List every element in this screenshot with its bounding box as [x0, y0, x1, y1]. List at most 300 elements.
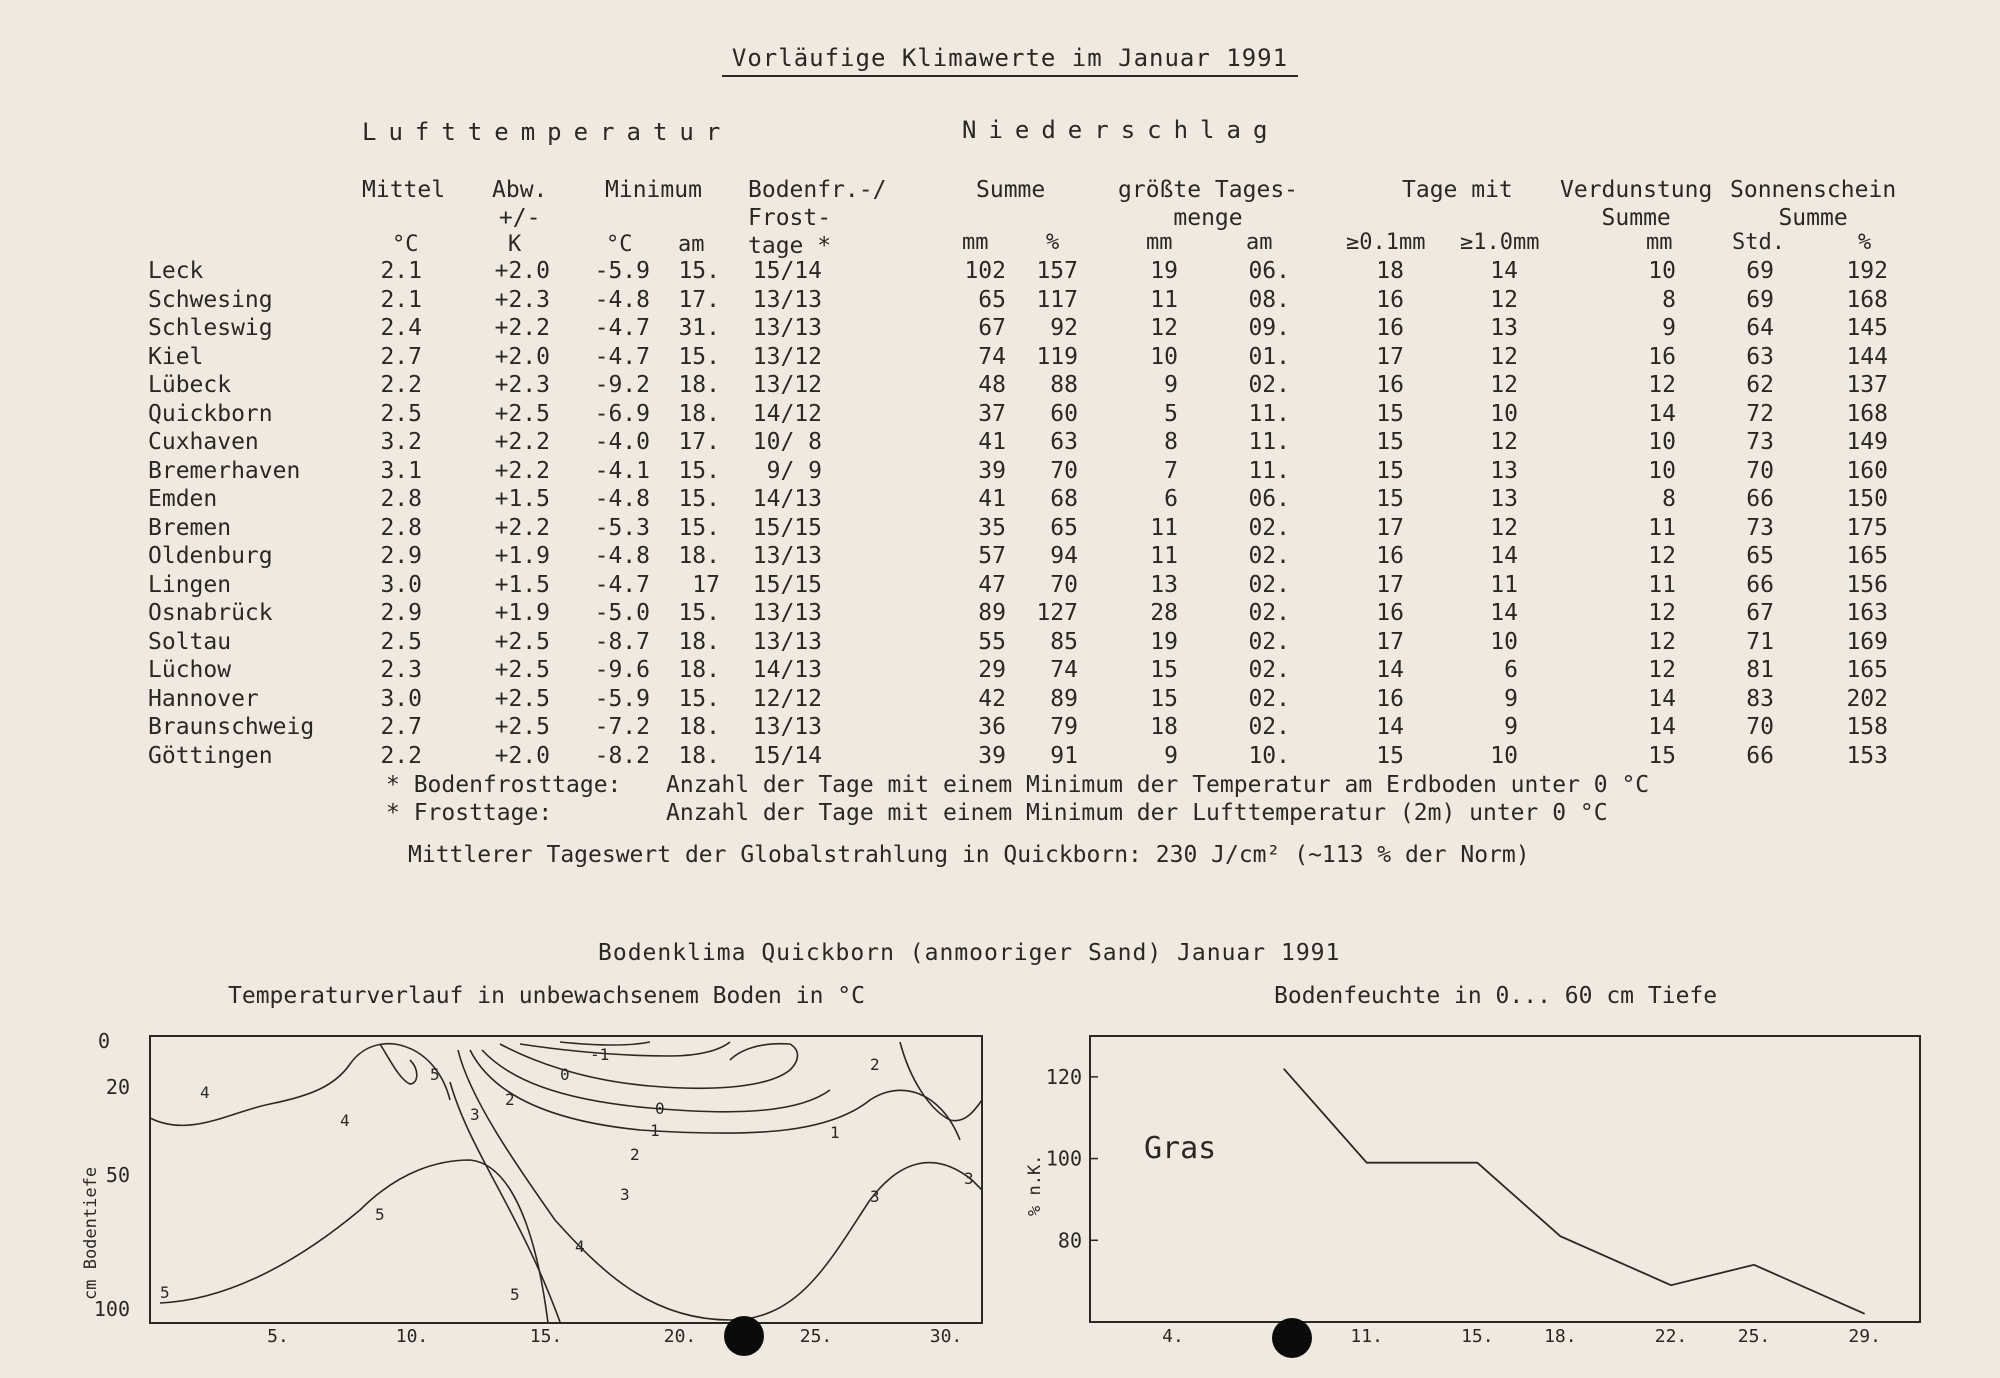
cell-sun_pct: 163 — [1846, 600, 1888, 626]
y-axis-label: cm Bodentiefe — [81, 1166, 101, 1300]
unit-min-c: °C — [606, 232, 633, 257]
cell-max_am: 11. — [1248, 457, 1290, 484]
cell-d10: 10 — [1490, 400, 1518, 427]
cell-evap: 15 — [1648, 742, 1676, 769]
cell-min_am: 17. — [678, 429, 720, 455]
cell-sum_mm: 42 — [978, 685, 1006, 712]
cell-max_am: 02. — [1248, 571, 1290, 598]
cell-sum_mm: 37 — [978, 400, 1006, 427]
cell-mittel: 3.2 — [380, 429, 422, 455]
cell-max_am: 06. — [1248, 486, 1290, 512]
contour-label: 2 — [870, 1055, 880, 1074]
cell-max_am: 02. — [1248, 657, 1290, 683]
header-minimum: Minimum — [605, 177, 702, 203]
cell-station: Oldenburg — [148, 543, 273, 569]
cell-max_am: 02. — [1248, 628, 1290, 655]
contour-lines — [150, 1042, 982, 1323]
cell-min: -4.7 — [594, 343, 650, 370]
cell-mittel: 2.5 — [380, 400, 422, 427]
table-row — [0, 258, 2000, 286]
cell-max_mm: 19 — [1150, 258, 1178, 284]
section-air-temperature: Lufttemperatur — [362, 118, 733, 146]
contour-line-4-top — [150, 1044, 450, 1126]
cell-sum_mm: 41 — [978, 429, 1006, 455]
cell-sum_pct: 157 — [1036, 258, 1078, 284]
cell-abw: +2.3 — [494, 372, 550, 398]
cell-min: -8.2 — [594, 742, 650, 769]
cell-evap: 8 — [1662, 286, 1676, 313]
cell-min_am: 18. — [678, 400, 720, 427]
cell-max_mm: 5 — [1164, 400, 1178, 427]
cell-sun_pct: 144 — [1846, 343, 1888, 370]
cell-sum_pct: 70 — [1050, 457, 1078, 484]
y-tick-label: 80 — [1057, 1228, 1082, 1253]
cell-evap: 12 — [1648, 600, 1676, 626]
cell-d01: 16 — [1376, 685, 1404, 712]
unit-days-10: ≥1.0mm — [1460, 230, 1540, 255]
cell-frost: 15/14 — [752, 742, 822, 769]
cell-d01: 15 — [1376, 429, 1404, 455]
table-row — [0, 515, 2000, 543]
unit-sum-mm: mm — [962, 230, 989, 255]
cell-sum_pct: 92 — [1050, 315, 1078, 341]
cell-d01: 15 — [1376, 457, 1404, 484]
cell-min: -5.9 — [594, 685, 650, 712]
cell-d10: 13 — [1490, 486, 1518, 512]
cell-station: Cuxhaven — [148, 429, 259, 455]
cell-sum_mm: 35 — [978, 514, 1006, 541]
cell-d01: 16 — [1376, 543, 1404, 569]
cell-abw: +2.5 — [494, 400, 550, 427]
cell-min_am: 18. — [678, 714, 720, 740]
cell-sun_h: 66 — [1746, 486, 1774, 512]
cell-evap: 10 — [1648, 457, 1676, 484]
cell-min_am: 15. — [678, 486, 720, 512]
cell-evap: 9 — [1662, 315, 1676, 341]
cell-sun_pct: 137 — [1846, 372, 1888, 398]
table-row — [0, 315, 2000, 343]
cell-evap: 12 — [1648, 657, 1676, 683]
punch-hole — [724, 1316, 764, 1356]
cell-abw: +2.0 — [494, 258, 550, 284]
table-row — [0, 344, 2000, 372]
cell-d10: 12 — [1490, 286, 1518, 313]
cell-min: -4.8 — [594, 286, 650, 313]
cell-sum_pct: 63 — [1050, 429, 1078, 455]
cell-abw: +1.9 — [494, 543, 550, 569]
cell-d10: 6 — [1504, 657, 1518, 683]
cell-min_am: 18. — [678, 657, 720, 683]
cell-min_am: 17. — [678, 286, 720, 313]
cell-min_am: 18. — [678, 628, 720, 655]
cell-station: Lüchow — [148, 657, 232, 683]
cell-sun_h: 69 — [1746, 286, 1774, 313]
cell-sun_h: 64 — [1746, 315, 1774, 341]
cell-min_am: 18. — [678, 372, 720, 398]
cell-max_am: 11. — [1248, 400, 1290, 427]
unit-sum-pct: % — [1046, 230, 1060, 255]
x-axis-ticks — [1162, 1326, 1881, 1347]
cell-sum_pct: 117 — [1036, 286, 1078, 313]
cell-sun_pct: 158 — [1846, 714, 1888, 740]
cell-max_mm: 12 — [1150, 315, 1178, 341]
cell-min: -4.8 — [594, 486, 650, 512]
series-label-gras: Gras — [1144, 1131, 1217, 1166]
cell-max_mm: 28 — [1150, 600, 1178, 626]
cell-min_am: 15. — [678, 457, 720, 484]
contour-line-4-deep — [450, 1082, 560, 1322]
x-tick-label: 25. — [799, 1326, 833, 1347]
cell-abw: +2.2 — [494, 429, 550, 455]
unit-sun-std: Std. — [1732, 230, 1785, 255]
contour-label: 1 — [650, 1121, 660, 1140]
x-tick-label: 11. — [1350, 1326, 1383, 1347]
header-sonnenschein: Sonnenschein Summe — [1730, 177, 1897, 231]
cell-d10: 12 — [1490, 429, 1518, 455]
cell-d01: 15 — [1376, 400, 1404, 427]
cell-frost: 13/13 — [752, 628, 822, 655]
table-row — [0, 429, 2000, 457]
cell-max_am: 02. — [1248, 543, 1290, 569]
cell-sum_pct: 74 — [1050, 657, 1078, 683]
cell-sum_mm: 29 — [978, 657, 1006, 683]
cell-evap: 12 — [1648, 543, 1676, 569]
cell-d01: 16 — [1376, 372, 1404, 398]
cell-evap: 11 — [1648, 514, 1676, 541]
cell-frost: 10/ 8 — [752, 429, 822, 455]
cell-d10: 12 — [1490, 514, 1518, 541]
cell-d01: 17 — [1376, 628, 1404, 655]
cell-frost: 14/12 — [752, 400, 822, 427]
cell-d10: 9 — [1504, 685, 1518, 712]
cell-min: -5.3 — [594, 514, 650, 541]
cell-sun_pct: 153 — [1846, 742, 1888, 769]
unit-days-01: ≥0.1mm — [1346, 230, 1426, 255]
cell-station: Bremerhaven — [148, 457, 301, 484]
cell-frost: 14/13 — [752, 657, 822, 683]
cell-sun_pct: 168 — [1846, 286, 1888, 313]
x-tick-label: 5. — [267, 1326, 289, 1347]
cell-frost: 13/13 — [752, 315, 822, 341]
cell-max_am: 11. — [1248, 429, 1290, 455]
cell-sum_mm: 65 — [978, 286, 1006, 313]
cell-mittel: 2.9 — [380, 543, 422, 569]
cell-d10: 10 — [1490, 628, 1518, 655]
table-row — [0, 657, 2000, 685]
cell-d01: 18 — [1376, 258, 1404, 284]
cell-d01: 15 — [1376, 486, 1404, 512]
cell-frost: 12/12 — [752, 685, 822, 712]
contour-label: 4 — [340, 1111, 350, 1130]
x-tick-label: 15. — [1461, 1326, 1494, 1347]
unit-max-mm: mm — [1146, 230, 1173, 255]
cell-station: Hannover — [148, 685, 259, 712]
soil-moisture-chart — [1000, 1020, 1960, 1370]
header-verdunstung: Verdunstung Summe — [1560, 177, 1713, 231]
contour-line-small-loop — [380, 1044, 417, 1084]
cell-min_am: 18. — [678, 543, 720, 569]
cell-abw: +2.0 — [494, 742, 550, 769]
x-tick-label: 15. — [529, 1326, 563, 1347]
contour-label: -1 — [590, 1045, 610, 1064]
cell-sun_pct: 192 — [1846, 258, 1888, 284]
cell-sum_pct: 88 — [1050, 372, 1078, 398]
cell-sum_pct: 65 — [1050, 514, 1078, 541]
cell-station: Göttingen — [148, 742, 273, 769]
table-row — [0, 458, 2000, 486]
cell-max_mm: 10 — [1150, 343, 1178, 370]
cell-sun_h: 62 — [1746, 372, 1774, 398]
cell-d01: 14 — [1376, 657, 1404, 683]
cell-max_am: 02. — [1248, 514, 1290, 541]
cell-abw: +2.5 — [494, 685, 550, 712]
cell-d01: 17 — [1376, 514, 1404, 541]
cell-frost: 13/12 — [752, 343, 822, 370]
cell-mittel: 2.5 — [380, 628, 422, 655]
cell-sum_pct: 127 — [1036, 600, 1078, 626]
cell-evap: 14 — [1648, 685, 1676, 712]
unit-mittel: °C — [392, 232, 419, 257]
cell-evap: 8 — [1662, 486, 1676, 512]
cell-mittel: 2.1 — [380, 286, 422, 313]
cell-station: Schwesing — [148, 286, 273, 313]
cell-sun_pct: 156 — [1846, 571, 1888, 598]
unit-sun-pct: % — [1858, 230, 1872, 255]
cell-mittel: 2.8 — [380, 514, 422, 541]
cell-sun_h: 73 — [1746, 514, 1774, 541]
y-axis-label: % n.K. — [1025, 1154, 1045, 1216]
cell-min: -8.7 — [594, 628, 650, 655]
unit-abw: K — [508, 232, 522, 257]
cell-frost: 13/13 — [752, 543, 822, 569]
cell-sum_mm: 89 — [978, 600, 1006, 626]
cell-frost: 13/13 — [752, 600, 822, 626]
unit-min-am: am — [678, 232, 705, 257]
cell-sun_h: 65 — [1746, 543, 1774, 569]
header-tage-mit: Tage mit — [1402, 177, 1513, 203]
cell-station: Leck — [148, 258, 204, 284]
contour-label: 5 — [375, 1205, 385, 1224]
cell-d01: 16 — [1376, 315, 1404, 341]
cell-max_am: 09. — [1248, 315, 1290, 341]
y-tick-label: 100 — [1045, 1146, 1082, 1171]
cell-max_mm: 15 — [1150, 685, 1178, 712]
cell-station: Emden — [148, 486, 218, 512]
cell-frost: 9/ 9 — [766, 457, 822, 484]
cell-sum_mm: 102 — [964, 258, 1006, 284]
cell-sun_pct: 160 — [1846, 457, 1888, 484]
cell-max_mm: 13 — [1150, 571, 1178, 598]
cell-d01: 17 — [1376, 343, 1404, 370]
header-abw: Abw. +/- — [492, 177, 548, 231]
cell-station: Lingen — [148, 571, 232, 598]
cell-sun_pct: 168 — [1846, 400, 1888, 427]
cell-d10: 12 — [1490, 372, 1518, 398]
cell-frost: 15/14 — [752, 258, 822, 284]
cell-max_mm: 9 — [1164, 372, 1178, 398]
footnote-bodenfrost-label: * Bodenfrosttage: — [386, 772, 622, 798]
contour-label: 3 — [964, 1169, 974, 1188]
contour-label: 5 — [160, 1283, 170, 1302]
cell-station: Quickborn — [148, 400, 273, 427]
cell-frost: 14/13 — [752, 486, 822, 512]
cell-sun_h: 63 — [1746, 343, 1774, 370]
cell-max_mm: 19 — [1150, 628, 1178, 655]
cell-max_am: 10. — [1248, 742, 1290, 769]
cell-min: -7.2 — [594, 714, 650, 740]
cell-sum_mm: 39 — [978, 742, 1006, 769]
cell-sun_pct: 150 — [1846, 486, 1888, 512]
y-tick-label: 120 — [1045, 1064, 1082, 1089]
footnote-frost-label: * Frosttage: — [386, 800, 553, 826]
cell-abw: +2.2 — [494, 514, 550, 541]
cell-min: -9.2 — [594, 372, 650, 398]
table-row — [0, 572, 2000, 600]
cell-mittel: 2.2 — [380, 372, 422, 398]
cell-mittel: 2.7 — [380, 343, 422, 370]
page-title: Vorläufige Klimawerte im Januar 1991 — [0, 44, 2000, 72]
cell-evap: 12 — [1648, 372, 1676, 398]
cell-d01: 16 — [1376, 286, 1404, 313]
cell-abw: +1.9 — [494, 600, 550, 626]
cell-sun_h: 71 — [1746, 628, 1774, 655]
cell-d01: 16 — [1376, 600, 1404, 626]
x-tick-label: 30. — [929, 1326, 963, 1347]
cell-d10: 10 — [1490, 742, 1518, 769]
cell-max_am: 08. — [1248, 286, 1290, 313]
cell-d01: 14 — [1376, 714, 1404, 740]
cell-min_am: 15. — [678, 685, 720, 712]
cell-max_am: 01. — [1248, 343, 1290, 370]
x-tick-label: 22. — [1654, 1326, 1688, 1347]
cell-sun_h: 72 — [1746, 400, 1774, 427]
cell-min_am: 31. — [678, 315, 720, 341]
soil-moisture-title: Bodenfeuchte in 0... 60 cm Tiefe — [1274, 983, 1718, 1009]
cell-abw: +2.2 — [494, 315, 550, 341]
unit-max-am: am — [1246, 230, 1273, 255]
cell-sum_pct: 70 — [1050, 571, 1078, 598]
cell-evap: 10 — [1648, 429, 1676, 455]
cell-d10: 14 — [1490, 600, 1518, 626]
header-summe: Summe — [976, 177, 1046, 203]
cell-frost: 13/12 — [752, 372, 822, 398]
cell-min: -4.1 — [594, 457, 650, 484]
cell-sun_h: 70 — [1746, 714, 1774, 740]
contour-label: 3 — [620, 1185, 630, 1204]
cell-mittel: 2.2 — [380, 742, 422, 769]
cell-min_am: 15. — [678, 514, 720, 541]
cell-station: Lübeck — [148, 372, 232, 398]
soil-temp-title: Temperaturverlauf in unbewachsenem Boden in °C — [228, 983, 865, 1009]
cell-min: -4.7 — [594, 315, 650, 341]
cell-sun_h: 81 — [1746, 657, 1774, 683]
y-tick-label: 0 — [97, 1029, 110, 1053]
cell-evap: 12 — [1648, 628, 1676, 655]
footnote-bodenfrost-text: Anzahl der Tage mit einem Minimum der Temperatur am Erdboden unter 0 °C — [666, 772, 1650, 798]
cell-mittel: 2.4 — [380, 315, 422, 341]
cell-min_am: 15. — [678, 258, 720, 284]
x-tick-label: 10. — [395, 1326, 429, 1347]
contour-label: 5 — [430, 1065, 440, 1084]
cell-max_am: 02. — [1248, 714, 1290, 740]
cell-sun_h: 70 — [1746, 457, 1774, 484]
y-tick-label: 50 — [105, 1163, 130, 1187]
cell-max_mm: 11 — [1150, 286, 1178, 313]
cell-sum_mm: 74 — [978, 343, 1006, 370]
cell-mittel: 2.7 — [380, 714, 422, 740]
cell-max_am: 02. — [1248, 372, 1290, 398]
cell-min: -5.9 — [594, 258, 650, 284]
cell-evap: 14 — [1648, 714, 1676, 740]
cell-evap: 11 — [1648, 571, 1676, 598]
cell-sum_mm: 41 — [978, 486, 1006, 512]
cell-frost: 15/15 — [752, 571, 822, 598]
table-row — [0, 600, 2000, 628]
cell-sum_mm: 57 — [978, 543, 1006, 569]
cell-evap: 16 — [1648, 343, 1676, 370]
header-groesste-tagesmenge: größte Tages- menge — [1118, 177, 1299, 231]
table-row — [0, 543, 2000, 571]
cell-mittel: 3.0 — [380, 571, 422, 598]
cell-max_am: 02. — [1248, 600, 1290, 626]
cell-max_am: 02. — [1248, 685, 1290, 712]
cell-abw: +2.0 — [494, 343, 550, 370]
table-row — [0, 743, 2000, 771]
cell-evap: 10 — [1648, 258, 1676, 284]
cell-sum_pct: 79 — [1050, 714, 1078, 740]
cell-station: Bremen — [148, 514, 232, 541]
cell-max_am: 06. — [1248, 258, 1290, 284]
cell-min: -4.7 — [594, 571, 650, 598]
cell-sun_pct: 165 — [1846, 657, 1888, 683]
x-tick-label: 20. — [663, 1326, 697, 1347]
cell-mittel: 2.1 — [380, 258, 422, 284]
cell-d10: 14 — [1490, 258, 1518, 284]
table-row — [0, 486, 2000, 514]
cell-min: -9.6 — [594, 657, 650, 683]
cell-sum_mm: 55 — [978, 628, 1006, 655]
cell-abw: +2.3 — [494, 286, 550, 313]
cell-d01: 17 — [1376, 571, 1404, 598]
cell-max_mm: 18 — [1150, 714, 1178, 740]
cell-mittel: 2.8 — [380, 486, 422, 512]
cell-d10: 9 — [1504, 714, 1518, 740]
cell-frost: 13/13 — [752, 714, 822, 740]
cell-min: -4.0 — [594, 429, 650, 455]
contour-line-0 — [500, 1044, 798, 1089]
cell-abw: +1.5 — [494, 486, 550, 512]
table-row — [0, 372, 2000, 400]
y-tick-label: 20 — [105, 1075, 130, 1099]
cell-sun_pct: 165 — [1846, 543, 1888, 569]
cell-d10: 13 — [1490, 457, 1518, 484]
contour-line-5-left — [160, 1160, 548, 1323]
cell-sun_pct: 169 — [1846, 628, 1888, 655]
table-row — [0, 686, 2000, 714]
header-bodenfrost: Bodenfr.-/ Frost- tage * — [748, 177, 887, 259]
table-row — [0, 287, 2000, 315]
cell-sun_h: 83 — [1746, 685, 1774, 712]
punch-hole — [1272, 1318, 1312, 1358]
x-tick-label: 4. — [1162, 1326, 1184, 1347]
cell-sun_h: 69 — [1746, 258, 1774, 284]
contour-label: 1 — [830, 1123, 840, 1142]
contour-label: 2 — [505, 1090, 515, 1109]
cell-sun_pct: 145 — [1846, 315, 1888, 341]
cell-max_mm: 11 — [1150, 543, 1178, 569]
soil-temperature-chart — [0, 1020, 1000, 1370]
cell-d10: 14 — [1490, 543, 1518, 569]
